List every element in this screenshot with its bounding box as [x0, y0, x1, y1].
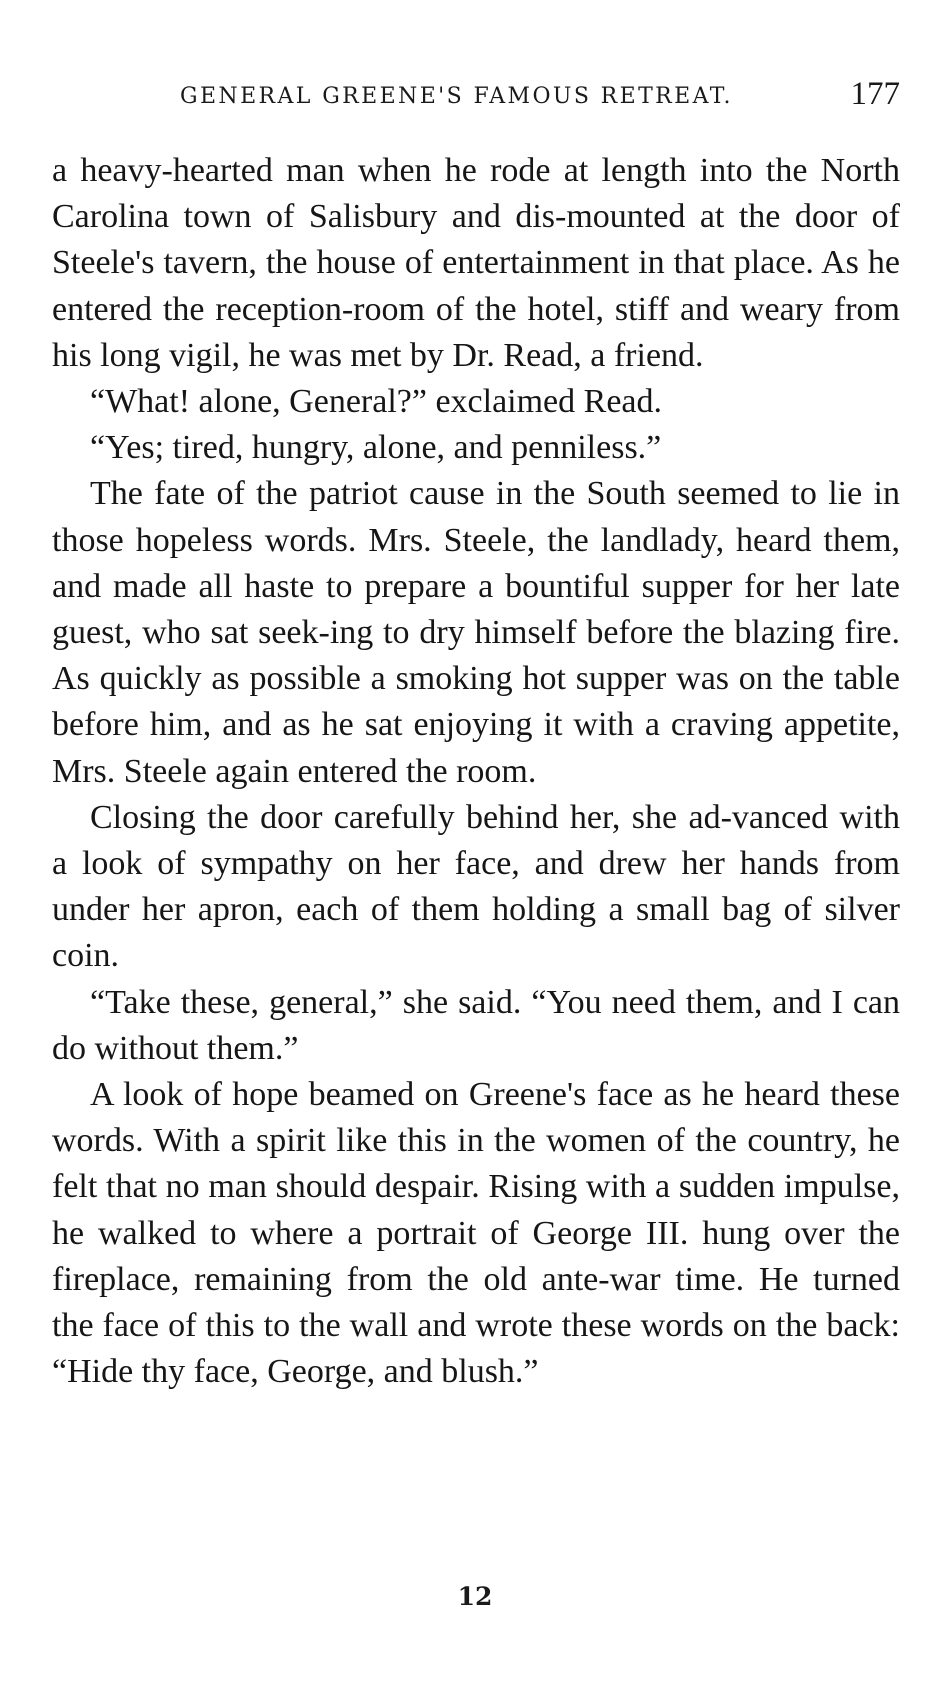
paragraph-read-question: “What! alone, General?” exclaimed Read.: [90, 383, 663, 421]
page-number: 177: [850, 76, 900, 112]
paragraph-silver-coin: Closing the door carefully behind her, she ad-vanced with a look of sympathy on her face, and drew her hands from under her apron, each of them holding a small bag of silver coin.: [52, 798, 900, 975]
paragraph-greene-reply: “Yes; tired, hungry, alone, and penniless.”: [90, 429, 662, 467]
signature-mark: 12: [457, 1582, 493, 1611]
paragraph-mrs-steele-supper: The fate of the patriot cause in the South seemed to lie in those hopeless words. Mrs. Steele, the landlady, heard them, and made all haste to prepare a bountiful supper for her late guest, who sat seek-ing to dry himself before the blazing fire. As quickly as possible a smoking hot supper was on the table before him, and as he sat enjoying it with a craving appetite, Mrs. Steele again entered the room.: [52, 475, 900, 790]
running-head: [52, 76, 900, 120]
paragraph-continuation: a heavy-hearted man when he rode at length into the North Carolina town of Salisbury and dis-mounted at the door of Steele's tavern, the house of entertainment in that place. As he entered the reception-room of the hotel, stiff and weary from his long vigil, he was met by Dr. Read, a friend.: [52, 152, 900, 374]
paragraph-take-these: “Take these, general,” she said. “You need them, and I can do without them.”: [52, 983, 900, 1067]
paragraph-portrait: A look of hope beamed on Greene's face as he heard these words. With a spirit like this in the women of the country, he felt that no man should despair. Rising with a sudden impulse, he walked to where a portrait of George III. hung over the fireplace, remaining from the old ante-war time. He turned the face of this to the wall and wrote these words on the back: “Hide thy face, George, and blush.”: [52, 1076, 900, 1391]
running-title: GENERAL GREENE'S FAMOUS RETREAT.: [180, 84, 733, 109]
text-body: [52, 148, 900, 1395]
